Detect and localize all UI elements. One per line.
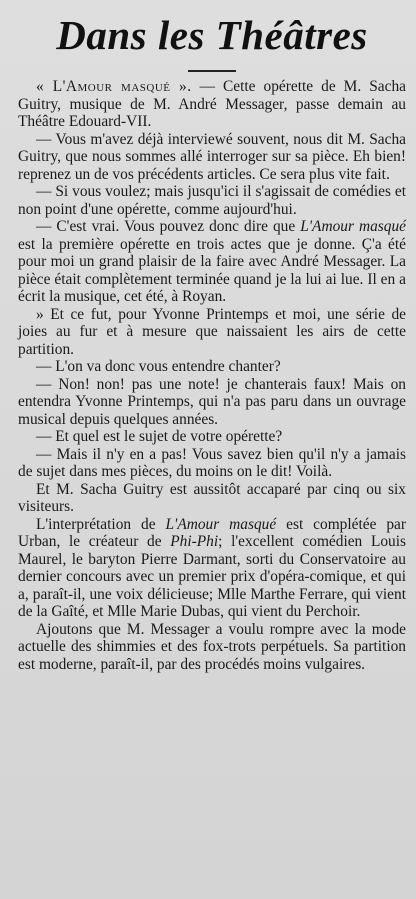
paragraph-11-text-a: L'interprétation de: [36, 515, 166, 533]
paragraph-11-text-c: ; l'excellent comédien Louis Maurel, le baryton Pierre Darmant, sorti du Conservatoire au dernier concours avec un premier prix d'opéra-comique, et qui a, paraît-il, une voix délicieuse; Mlle Marthe Ferrare, qui vient de la Gaîté, et Mlle Marie Dubas, qui vient du Perchoir.: [18, 533, 406, 620]
paragraph-4-text-b: est la première opérette en trois actes que je donne. Ç'a été pour moi un grand plaisir de la faire avec André Messager. La pièce était complètement terminée quand je la lui ai lue. Il en a écrit la musique, cet été, à Royan.: [18, 235, 406, 305]
paragraph-4: [18, 218, 406, 306]
paragraph-10: Et M. Sacha Guitry est aussitôt accaparé par cinq ou six visiteurs.: [18, 480, 406, 515]
paragraph-11-title-1: L'Amour masqué: [165, 515, 277, 533]
paragraph-3: — Si vous voulez; mais jusqu'ici il s'agissait de comédies et non point d'une opérette, comme aujourd'hui.: [18, 183, 406, 218]
paragraph-11-title-2: Phi-Phi: [170, 533, 219, 550]
paragraph-11-text-b: est complétée par Urban, le créateur de: [18, 515, 406, 550]
paragraph-1: [18, 78, 406, 131]
paragraph-4-title: L'Amour masqué: [300, 218, 406, 235]
paragraph-2: — Vous m'avez déjà interviewé souvent, nous dit M. Sacha Guitry, que nous sommes allé interroger sur sa pièce. Eh bien! reprenez un de vos précédents articles. Ce sera plus vite fait.: [18, 130, 406, 183]
paragraph-1-text: — Cette opérette de M. Sacha Guitry, musique de M. André Messager, passe demain au Théâtre Edouard-VII.: [18, 78, 406, 130]
paragraph-9: — Mais il n'y en a pas! Vous savez bien qu'il n'y a jamais de sujet dans mes pièces, du moins on le dit! Voilà.: [18, 445, 406, 480]
headline: Dans les Théâtres: [56, 12, 368, 58]
article-lead: « L'Amour masqué ».: [36, 78, 192, 95]
paragraph-12: Ajoutons que M. Messager a voulu rompre avec la mode actuelle des shimmies et des fox-trots perpétuels. Sa partition est moderne, paraît-il, par des procédés moins vulgaires.: [18, 620, 406, 673]
title-rule: [188, 70, 236, 72]
paragraph-6: — L'on va donc vous entendre chanter?: [36, 358, 281, 375]
article-body: [18, 78, 406, 673]
paragraph-8: — Et quel est le sujet de votre opérette?: [36, 428, 283, 445]
paragraph-4-text-a: — C'est vrai. Vous pouvez donc dire que: [36, 218, 301, 235]
paragraph-7: — Non! non! pas une note! je chanterais faux! Mais on entendra Yvonne Printemps, qui n'a pas paru dans un ouvrage musical depuis quelques années.: [18, 375, 406, 428]
paragraph-11: [18, 516, 406, 621]
paragraph-5: » Et ce fut, pour Yvonne Printemps et moi, une série de joies au fur et à mesure que naissaient les airs de cette partition.: [18, 305, 406, 358]
